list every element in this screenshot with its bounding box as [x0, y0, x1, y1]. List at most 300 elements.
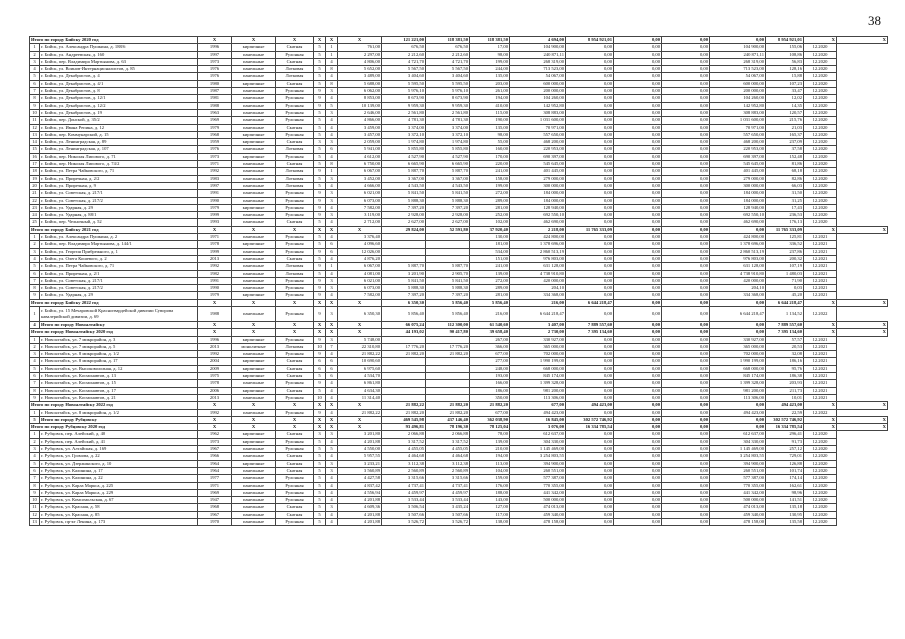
table-cell: г. Бийск, ул. Ленинградская, д. 89 [40, 139, 198, 146]
table-cell: Рулонная [276, 482, 314, 489]
table-cell: 0,00 [566, 380, 614, 387]
table-cell: 20 [30, 182, 40, 189]
table-cell: Скатная [276, 80, 314, 87]
table-row [30, 489, 888, 496]
table-cell: 0,00 [614, 365, 662, 372]
table-cell: 199,00 [470, 58, 510, 65]
table-cell: 0,00 [662, 519, 710, 526]
table-cell: 220 953,00 [510, 146, 566, 153]
table-cell: 9 959,30 [426, 102, 470, 109]
table-cell: панельные [232, 446, 276, 453]
table-cell: панельные [232, 285, 276, 292]
total-cell: 0,00 [710, 329, 766, 336]
table-cell: 68,18 [766, 168, 804, 175]
table-cell: Скатная [276, 467, 314, 474]
table-row [30, 409, 888, 416]
table-cell: 101,74 [766, 467, 804, 474]
table-cell: 9 [314, 380, 326, 387]
table-cell: 5 [314, 519, 326, 526]
table-cell: 1 134,52 [766, 306, 804, 321]
table-cell: г. Бийск, ул. Советская, д. 217/2 [40, 285, 198, 292]
table-cell: 690 397,00 [510, 153, 566, 160]
table-cell: 845 174,00 [710, 373, 766, 380]
table-cell: 14 [30, 139, 40, 146]
table-cell: 4 738 910,80 [510, 270, 566, 277]
table-row [30, 212, 888, 219]
table-cell: 1982 [198, 270, 232, 277]
table-cell: 184 000,00 [710, 190, 766, 197]
total-cell: Х [314, 299, 326, 306]
table-cell: 194,00 [470, 453, 510, 460]
total-cell: Х [276, 329, 314, 336]
table-cell: 600 000,00 [510, 80, 566, 87]
table-cell: г. Новоалтайск, ул. Высоковольтная, д. 12 [40, 365, 198, 372]
table-cell: 330 927,00 [710, 336, 766, 343]
table-cell: 0,00 [614, 270, 662, 277]
table-cell: 1978 [198, 380, 232, 387]
table-cell: 9 [314, 409, 326, 416]
table-cell: 713 523,00 [510, 66, 566, 73]
table-cell: 668 000,00 [710, 365, 766, 372]
table-cell: 1 031 600,00 [710, 117, 766, 124]
table-cell: 5 [314, 255, 326, 262]
table-cell: 5 856,40 [382, 306, 426, 321]
total-cell: 118 381,50 [426, 37, 470, 44]
table-row [30, 44, 888, 51]
table-cell: 9 [314, 190, 326, 197]
table-cell: 9 [30, 292, 40, 299]
table-cell: панельные [232, 409, 276, 416]
table-cell: Лотковая [276, 73, 314, 80]
total-cell: Х [314, 424, 326, 431]
table-cell: 3 [326, 467, 338, 474]
table-cell: 12.2021 [804, 373, 837, 380]
total-cell: 0,00 [662, 226, 710, 233]
table-row [30, 373, 888, 380]
table-cell: 1 145 469,00 [510, 446, 566, 453]
table-cell: 204,10 [710, 285, 766, 292]
table-cell: 0,00 [662, 373, 710, 380]
table-cell: 0,00 [566, 197, 614, 204]
table-cell: Скатная [276, 387, 314, 394]
table-cell: 32,08 [766, 351, 804, 358]
table-cell: 190,00 [470, 117, 510, 124]
table-row [30, 248, 888, 255]
table-cell: 17,00 [470, 44, 510, 51]
table-cell: 66,03 [766, 182, 804, 189]
total-cell: 0,00 [710, 402, 766, 409]
total-cell: 4 694,00 [510, 37, 566, 44]
table-cell: 1 [326, 168, 338, 175]
table-cell: 135,18 [766, 504, 804, 511]
table-cell: 12.2021 [804, 387, 837, 394]
table-cell: панельные [232, 88, 276, 95]
table-cell: 0,00 [566, 212, 614, 219]
total-cell: 6 350,30 [382, 299, 426, 306]
total-cell: 0,00 [614, 329, 662, 336]
table-cell: 166,00 [470, 380, 510, 387]
table-cell: 981 200,00 [710, 387, 766, 394]
table-cell: г. Бийск, пер. Владимира Мартьянова, д. 63 [40, 58, 198, 65]
table-cell: 120,57 [766, 109, 804, 116]
table-cell: 200 000,00 [510, 88, 566, 95]
table-cell: кирпичные [232, 431, 276, 438]
table-cell: 0,00 [566, 446, 614, 453]
table-cell: 12.2020 [804, 168, 837, 175]
table-cell: г. Бийск, ул. Андреевская, д. 160 [40, 51, 198, 58]
table-cell: кирпичные [232, 80, 276, 87]
table-cell: 2 561,80 [426, 109, 470, 116]
table-cell: 0,00 [614, 467, 662, 474]
table-cell: Рулонная [276, 204, 314, 211]
table-cell: г. Новоалтайск, ул. 7 микрорайон, д. 5 [40, 343, 198, 350]
table-cell: 0,00 [614, 88, 662, 95]
table-cell: 0,00 [662, 351, 710, 358]
table-cell: Лотковая [276, 146, 314, 153]
table-cell: 557 650,00 [710, 131, 766, 138]
table-cell: 8 [326, 161, 338, 168]
table-cell: 1996 [198, 336, 232, 343]
table-cell: 410,00 [470, 102, 510, 109]
table-cell [382, 373, 426, 380]
table-cell: 0,00 [566, 482, 614, 489]
table-cell: 6 [314, 358, 326, 365]
table-cell: 210,00 [470, 446, 510, 453]
table-cell: 12.2021 [804, 343, 837, 350]
table-cell: 0,00 [566, 519, 614, 526]
total-cell: 0,00 [614, 299, 662, 306]
table-cell: 2 860 513,19 [510, 248, 566, 255]
table-cell: 1992 [198, 168, 232, 175]
table-cell: 2 059,00 [338, 139, 382, 146]
table-cell: 1991 [198, 277, 232, 284]
table-cell: 545 645,00 [710, 161, 766, 168]
total-cell: 0,00 [662, 299, 710, 306]
table-cell: 128 940,00 [510, 204, 566, 211]
table-cell: 5 888,30 [382, 285, 426, 292]
table-cell: г. Новоалтайск, ул. Космонавтов, д. 15 [40, 380, 198, 387]
table-cell: 1976 [198, 146, 232, 153]
table-cell: 4 [326, 124, 338, 131]
section-number: 4 [30, 321, 40, 328]
total-cell: Х [326, 321, 338, 328]
table-cell: 12.2020 [804, 175, 837, 182]
table-cell: 24 [30, 212, 40, 219]
table-cell [426, 365, 470, 372]
table-cell: 0,00 [566, 58, 614, 65]
table-cell: 162,61 [766, 482, 804, 489]
table-cell: 9 [314, 88, 326, 95]
table-cell: 304 330,00 [710, 438, 766, 445]
table-cell: 494 423,00 [710, 409, 766, 416]
table-cell: 5 [314, 80, 326, 87]
table-cell: 37,58 [766, 146, 804, 153]
table-cell: 0,00 [662, 358, 710, 365]
table-cell: 241,00 [470, 168, 510, 175]
table-cell: 0,00 [566, 168, 614, 175]
table-cell: 0,00 [566, 161, 614, 168]
table-cell: 2006 [198, 387, 232, 394]
table-cell: 0,00 [566, 109, 614, 116]
total-cell: 11 765 333,09 [566, 226, 614, 233]
table-cell: 12.2021 [804, 248, 837, 255]
table-cell: 95,76 [766, 365, 804, 372]
table-cell: 0,00 [566, 44, 614, 51]
table-cell: 0,00 [662, 285, 710, 292]
table-cell: 2 212,60 [426, 51, 470, 58]
table-cell: 713 523,00 [710, 66, 766, 73]
table-cell: 468 200,00 [710, 139, 766, 146]
table-cell [426, 380, 470, 387]
table-cell: 188,00 [470, 489, 510, 496]
table-cell: 126,88 [766, 460, 804, 467]
table-cell: 203,93 [766, 380, 804, 387]
table-cell: 3 112,38 [382, 460, 426, 467]
table-cell: 3 [30, 58, 40, 65]
table-cell: панельные [232, 58, 276, 65]
table-cell: 0,00 [662, 109, 710, 116]
table-cell: 4 [326, 234, 338, 241]
table-row [30, 95, 888, 102]
table-cell: 0,00 [614, 131, 662, 138]
table-cell: 424 800,00 [510, 234, 566, 241]
table-row [30, 153, 888, 160]
table-cell: 557 650,00 [510, 131, 566, 138]
table-cell: 12.2020 [804, 519, 837, 526]
table-cell: 3 374,00 [382, 124, 426, 131]
table-cell: 1970 [198, 519, 232, 526]
table-cell: 5 976,10 [426, 88, 470, 95]
table-cell: панельные [232, 519, 276, 526]
table-cell: 3 507,66 [382, 511, 426, 518]
table-cell: 1 031 600,00 [510, 117, 566, 124]
table-cell: 4 [30, 453, 40, 460]
table-row [30, 511, 888, 518]
table-cell: 5 [314, 467, 326, 474]
table-cell: 1 [30, 44, 40, 51]
table-cell: 186,00 [470, 387, 510, 394]
table-cell: панельные [232, 175, 276, 182]
table-cell: Рулонная [276, 234, 314, 241]
table-cell: 0,00 [566, 475, 614, 482]
table-cell: 9 [314, 292, 326, 299]
total-cell: 39 658,40 [470, 329, 510, 336]
table-cell [426, 394, 470, 401]
table-cell: 1969 [198, 489, 232, 496]
table-cell: 220,00 [470, 161, 510, 168]
table-cell: 102,00 [470, 219, 510, 226]
table-cell: 0,00 [662, 44, 710, 51]
table-cell: 17 776,20 [382, 343, 426, 350]
table-cell: 0,00 [662, 139, 710, 146]
table-cell: 12.2020 [804, 197, 837, 204]
table-cell: 5 887,70 [382, 168, 426, 175]
table-row [30, 204, 888, 211]
table-cell: 12.2021 [804, 336, 837, 343]
table-cell: 0,00 [662, 475, 710, 482]
table-cell: 0,00 [662, 263, 710, 270]
table-cell: 0,00 [566, 139, 614, 146]
table-cell: 7 397,20 [426, 204, 470, 211]
table-cell: 4 [30, 66, 40, 73]
table-cell: г. Рубцовск, пер. Алейский, д. 41 [40, 438, 198, 445]
table-cell: 5 [314, 511, 326, 518]
table-row [30, 351, 888, 358]
table-cell: панельные [232, 161, 276, 168]
table-cell: 0,00 [614, 446, 662, 453]
table-cell: 2 [30, 51, 40, 58]
table-cell: 15,88 [766, 73, 804, 80]
table-cell: 6 [326, 241, 338, 248]
table-cell: Скатная [276, 124, 314, 131]
table-cell: 1997 [198, 182, 232, 189]
table-cell: 474 013,00 [510, 504, 566, 511]
table-cell: 0,00 [566, 504, 614, 511]
table-cell: 0,00 [614, 197, 662, 204]
section-total-row [30, 299, 888, 306]
table-cell: 5 595,50 [382, 80, 426, 87]
table-cell: Лотковая [276, 270, 314, 277]
table-cell: 0,00 [662, 387, 710, 394]
table-cell: 4 [326, 204, 338, 211]
table-cell: 0,03 [766, 285, 804, 292]
table-cell: 0,00 [614, 387, 662, 394]
table-cell: 4 201,88 [338, 511, 382, 518]
table-cell: 0,00 [662, 277, 710, 284]
table-cell: 12.2021 [804, 234, 837, 241]
table-cell: 0,00 [662, 168, 710, 175]
table-cell: 668 000,00 [510, 365, 566, 372]
table-cell: 0,00 [566, 343, 614, 350]
table-cell: 366,00 [470, 343, 510, 350]
table-cell: 107,23 [766, 80, 804, 87]
table-cell: 4 [326, 438, 338, 445]
table-cell: панельные [232, 117, 276, 124]
table-cell: 6 021,00 [338, 190, 382, 197]
table-cell: 0,00 [566, 95, 614, 102]
table-cell: 0,00 [662, 58, 710, 65]
table-cell: 3 [326, 139, 338, 146]
table-cell: 0,00 [662, 197, 710, 204]
table-cell [426, 248, 470, 255]
table-row [30, 88, 888, 95]
table-cell: г. Бийск, ул. Советская, д. 217/1 [40, 277, 198, 284]
table-cell: 1967 [198, 446, 232, 453]
table-cell: 3 376,40 [338, 234, 382, 241]
total-cell: 16 334 785,54 [766, 424, 804, 431]
table-cell: 5 [30, 460, 40, 467]
table-cell: 23 [30, 204, 40, 211]
table-cell: 9 [30, 102, 40, 109]
table-cell: 12.2020 [804, 161, 837, 168]
total-cell: Х [338, 416, 382, 423]
table-cell: 252,00 [470, 212, 510, 219]
table-cell: 5 595,50 [426, 80, 470, 87]
table-cell: 10 139,00 [338, 102, 382, 109]
table-cell: 12.2021 [804, 263, 837, 270]
table-cell: 4 612,00 [338, 153, 382, 160]
table-row [30, 504, 888, 511]
total-cell: 494 423,00 [566, 402, 614, 409]
total-cell: Х [837, 402, 888, 409]
table-cell: 10 [30, 109, 40, 116]
total-cell: 21 882,20 [470, 402, 510, 409]
section-total-row [30, 37, 888, 44]
table-cell: 676,50 [426, 44, 470, 51]
table-cell: 12.2020 [804, 66, 837, 73]
table-cell: 277,00 [470, 358, 510, 365]
table-cell: 0,00 [614, 336, 662, 343]
table-row [30, 460, 888, 467]
table-row [30, 190, 888, 197]
section-title: Итого по городу Рубцовску [40, 416, 198, 423]
table-cell: г. Бийск, ул. Ударная, д. 29 [40, 292, 198, 299]
table-cell: 6 073,00 [338, 197, 382, 204]
table-row [30, 51, 888, 58]
table-cell: 7 397,20 [382, 292, 426, 299]
table-cell: 2013 [198, 343, 232, 350]
table-cell: 18 [30, 168, 40, 175]
table-row [30, 438, 888, 445]
table-cell: 5 [314, 504, 326, 511]
table-cell: 4 543,50 [426, 182, 470, 189]
table-cell: 281,00 [470, 292, 510, 299]
table-cell: Скатная [276, 431, 314, 438]
table-cell: 141,51 [766, 497, 804, 504]
table-cell: 281,00 [470, 204, 510, 211]
table-cell: 577 387,00 [710, 475, 766, 482]
table-cell: 401 445,00 [510, 168, 566, 175]
table-cell: панельные [232, 263, 276, 270]
total-cell: 21 882,22 [382, 402, 426, 409]
table-cell: 4 [326, 255, 338, 262]
table-cell: 7 [30, 88, 40, 95]
table-cell: 1 [30, 336, 40, 343]
table-cell: 420 000,00 [710, 277, 766, 284]
table-cell: 54 067,00 [510, 73, 566, 80]
table-cell: 142 952,80 [510, 102, 566, 109]
total-cell: 37 920,40 [470, 226, 510, 233]
table-cell: 0,00 [614, 285, 662, 292]
table-cell: 0,00 [614, 489, 662, 496]
table-cell: 462 690,00 [510, 219, 566, 226]
table-cell: 4 634,30 [338, 387, 382, 394]
table-cell: 2 627,00 [382, 219, 426, 226]
table-cell: 9 959,30 [382, 102, 426, 109]
table-cell: Рулонная [276, 197, 314, 204]
total-cell: Х [198, 37, 232, 44]
table-cell: 0,00 [614, 380, 662, 387]
table-cell: 12.2021 [804, 255, 837, 262]
total-cell: Х [804, 321, 837, 328]
table-cell: г. Бийск, ул. Александра Пушкина, д. 188/6 [40, 44, 198, 51]
table-cell: 0,00 [566, 387, 614, 394]
table-cell: 677,00 [470, 409, 510, 416]
table-cell: Рулонная [276, 117, 314, 124]
table-cell: Рулонная [276, 88, 314, 95]
table-cell: 17 [30, 161, 40, 168]
table-cell: 4 459,97 [382, 489, 426, 496]
table-cell: кирпичные [232, 131, 276, 138]
table-cell: 0,00 [662, 446, 710, 453]
table-cell: 770 355,00 [710, 482, 766, 489]
table-cell: г. Новоалтайск, ул. Космонавтов, д. 13 [40, 373, 198, 380]
table-cell: 12.2021 [804, 365, 837, 372]
table-cell: 1992 [198, 409, 232, 416]
table-cell: 394 900,00 [710, 460, 766, 467]
table-cell: 186,38 [766, 373, 804, 380]
table-cell: 3 [326, 197, 338, 204]
